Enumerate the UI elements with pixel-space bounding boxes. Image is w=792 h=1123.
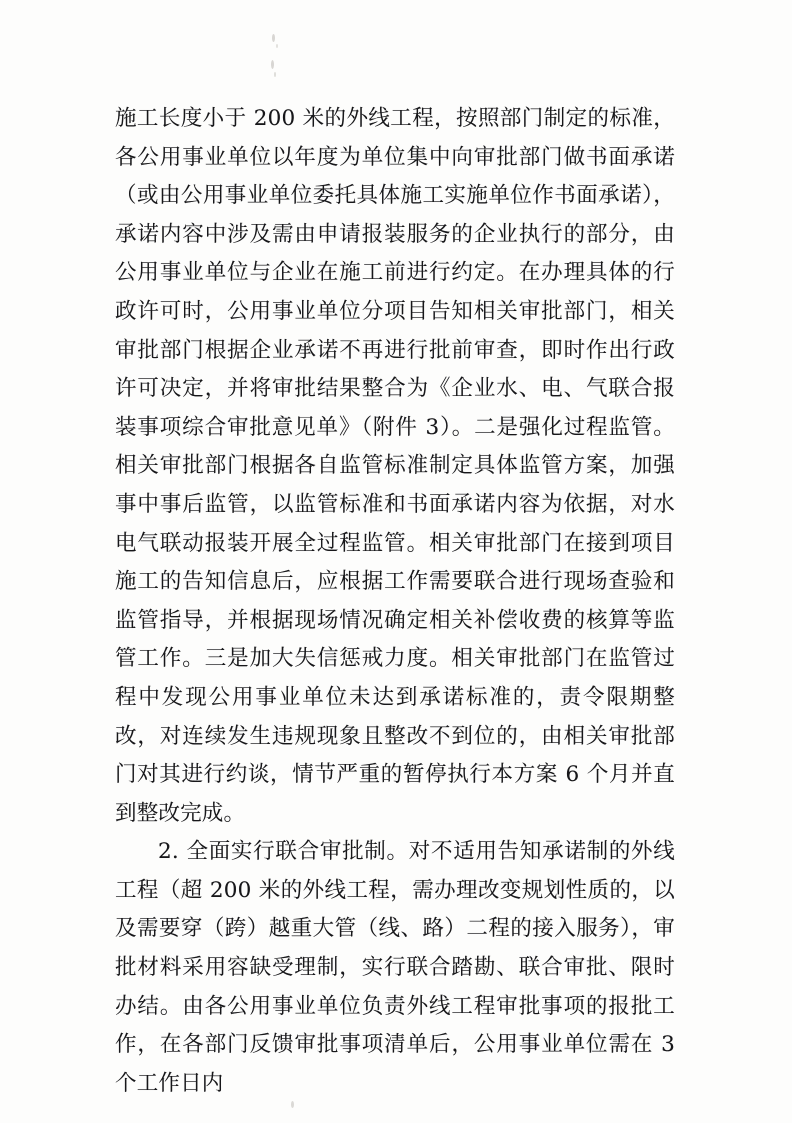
document-body [115,100,675,1103]
scan-speckle [276,44,278,48]
scan-speckle [274,72,276,77]
paragraph-2: 2. 全面实行联合审批制。对不适用告知承诺制的外线工程（超 200 米的外线工程，需办理改变规划性质的，以及需要穿（跨）越重大管（线、路）二程的接入服务），审批材料采用容缺受理制，实行联合踏勘、联合审批、限时办结。由各公用事业单位负责外线工程审批事项的报批工作，在各部门反馈审批事项清单后，公用事业单位需在 3 个工作日内 [115,839,675,1096]
paragraph-1: 施工长度小于 200 米的外线工程，按照部门制定的标准，各公用事业单位以年度为单位集中向审批部门做书面承诺（或由公用事业单位委托具体施工实施单位作书面承诺），承诺内容中涉及需由申请报装服务的企业执行的部分，由公用事业单位与企业在施工前进行约定。在办理具体的行政许可时，公用事业单位分项目告知相关审批部门，相关审批部门根据企业承诺不再进行批前审查，即时作出行政许可决定，并将审批结果整合为《企业水、电、气联合报装事项综合审批意见单》（附件 3）。二是强化过程监管。相关审批部门根据各自监管标准制定具体监管方案，加强事中事后监管，以监管标准和书面承诺内容为依据，对水电气联动报装开展全过程监管。相关审批部门在接到项目施工的告知信息后，应根据工作需要联合进行现场查验和监管指导，并根据现场情况确定相关补偿收费的核算等监管工作。三是加大失信惩戒力度。相关审批部门在监管过程中发现公用事业单位未达到承诺标准的，责令限期整改，对连续发生违规现象且整改不到位的，由相关审批部门对其进行约谈，情节严重的暂停执行本方案 6 个月并直到整改完成。 [115,106,675,826]
scan-speckle [272,34,275,42]
scan-speckle [271,60,274,69]
